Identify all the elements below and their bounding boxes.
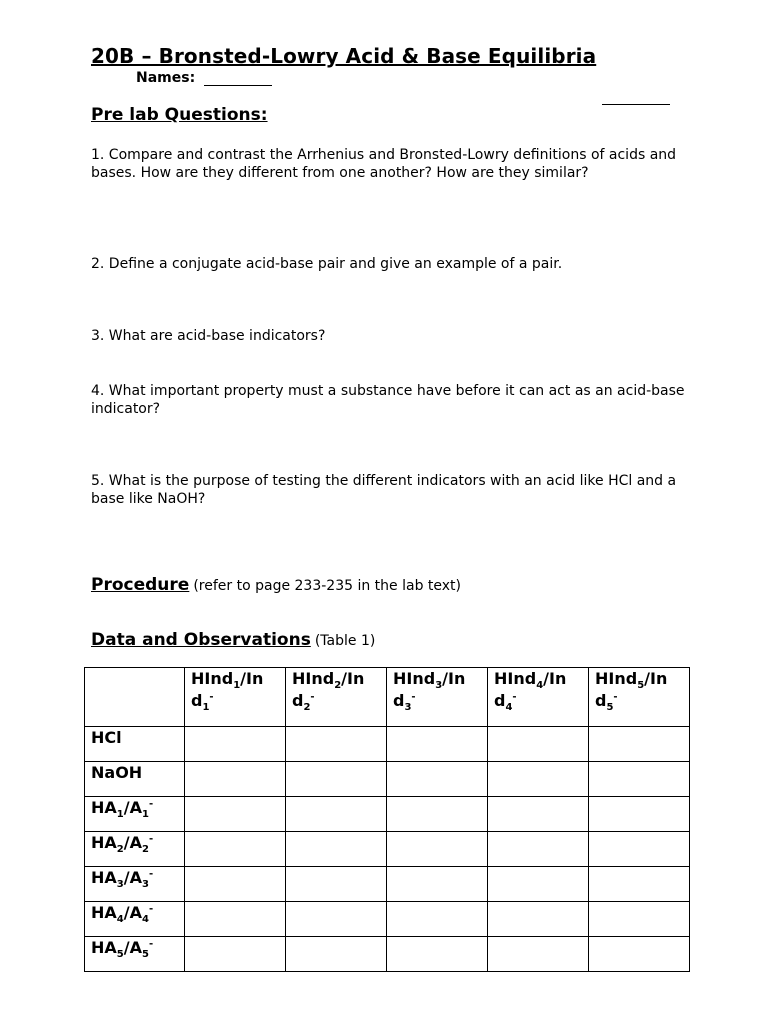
row-label-ha3: $HA_3/A_3^-$ xyxy=(85,867,185,902)
table-row-hcl xyxy=(85,727,690,762)
row-label-ha2: $HA_2/A_2^-$ xyxy=(85,832,185,867)
procedure-note: (refer to page 233-235 in the lab text) xyxy=(193,578,462,594)
table-cell[interactable] xyxy=(185,902,286,937)
table-cell[interactable] xyxy=(488,937,589,972)
table-row-ha5 xyxy=(85,937,690,972)
question-2: 2. Define a conjugate acid-base pair and give an example of a pair. xyxy=(91,256,563,272)
table-reference-note: (Table 1) xyxy=(314,633,376,649)
table-cell[interactable] xyxy=(387,867,488,902)
names-blank-line xyxy=(204,85,272,86)
table-cell[interactable] xyxy=(185,867,286,902)
table-cell[interactable] xyxy=(286,937,387,972)
table-cell[interactable] xyxy=(286,832,387,867)
row-label-ha5: $HA_5/A_5^-$ xyxy=(85,937,185,972)
table-cell[interactable] xyxy=(488,762,589,797)
question-1: 1. Compare and contrast the Arrhenius and Bronsted-Lowry definitions of acids and bases. How are they different from one another? How are they similar? xyxy=(91,147,677,181)
table-cell[interactable] xyxy=(185,832,286,867)
table-cell[interactable] xyxy=(387,727,488,762)
table-cell[interactable] xyxy=(387,937,488,972)
table-cell[interactable] xyxy=(387,762,488,797)
question-3: 3. What are acid-base indicators? xyxy=(91,328,326,344)
table-cell[interactable] xyxy=(589,797,690,832)
question-5: 5. What is the purpose of testing the different indicators with an acid like HCl and a base like NaOH? xyxy=(91,473,677,507)
table-cell[interactable] xyxy=(387,797,488,832)
table-cell[interactable] xyxy=(185,762,286,797)
table-cell[interactable] xyxy=(488,902,589,937)
table-cell[interactable] xyxy=(589,832,690,867)
observations-table xyxy=(84,667,690,972)
table-cell[interactable] xyxy=(488,797,589,832)
row-label-hcl: HCl xyxy=(85,727,185,762)
row-label-ha1: $HA_1/A_1^-$ xyxy=(85,797,185,832)
column-header-hind3: HInd$_3$/In $d_3^-$ xyxy=(387,668,488,727)
table-row-naoh xyxy=(85,762,690,797)
table-cell[interactable] xyxy=(488,832,589,867)
prelab-heading: Pre lab Questions: xyxy=(91,105,268,125)
table-cell[interactable] xyxy=(387,832,488,867)
procedure-section xyxy=(91,575,461,595)
table-cell[interactable] xyxy=(589,867,690,902)
table-cell[interactable] xyxy=(488,727,589,762)
table-row-ha3 xyxy=(85,867,690,902)
table-cell[interactable] xyxy=(387,902,488,937)
table-corner-cell xyxy=(85,668,185,727)
table-cell[interactable] xyxy=(185,727,286,762)
names-label: Names: xyxy=(136,70,196,86)
table-cell[interactable] xyxy=(286,762,387,797)
table-cell[interactable] xyxy=(286,797,387,832)
table-cell[interactable] xyxy=(185,937,286,972)
table-cell[interactable] xyxy=(286,727,387,762)
table-cell[interactable] xyxy=(589,762,690,797)
column-header-hind5: HInd$_5$/In $d_5^-$ xyxy=(589,668,690,727)
question-4: 4. What important property must a substance have before it can act as an acid-base indicator? xyxy=(91,383,685,417)
table-header-row xyxy=(85,668,690,727)
table-row-ha1 xyxy=(85,797,690,832)
column-header-hind4: HInd$_4$/In $d_4^-$ xyxy=(488,668,589,727)
document-title: 20B – Bronsted-Lowry Acid & Base Equilibria xyxy=(91,44,597,68)
column-header-hind2: HInd$_2$/In $d_2^-$ xyxy=(286,668,387,727)
row-label-naoh: NaOH xyxy=(85,762,185,797)
table-cell[interactable] xyxy=(286,902,387,937)
table-cell[interactable] xyxy=(589,902,690,937)
procedure-heading: Procedure xyxy=(91,575,190,595)
table-cell[interactable] xyxy=(589,727,690,762)
row-label-ha4: $HA_4/A_4^-$ xyxy=(85,902,185,937)
table-row-ha2 xyxy=(85,832,690,867)
column-header-hind1: HInd$_1$/In $d_1^-$ xyxy=(185,668,286,727)
data-observations-section xyxy=(91,630,375,650)
data-observations-heading: Data and Observations xyxy=(91,630,311,650)
blank-line xyxy=(602,104,670,105)
table-row-ha4 xyxy=(85,902,690,937)
table-cell[interactable] xyxy=(589,937,690,972)
table-cell[interactable] xyxy=(185,797,286,832)
table-cell[interactable] xyxy=(286,867,387,902)
table-cell[interactable] xyxy=(488,867,589,902)
